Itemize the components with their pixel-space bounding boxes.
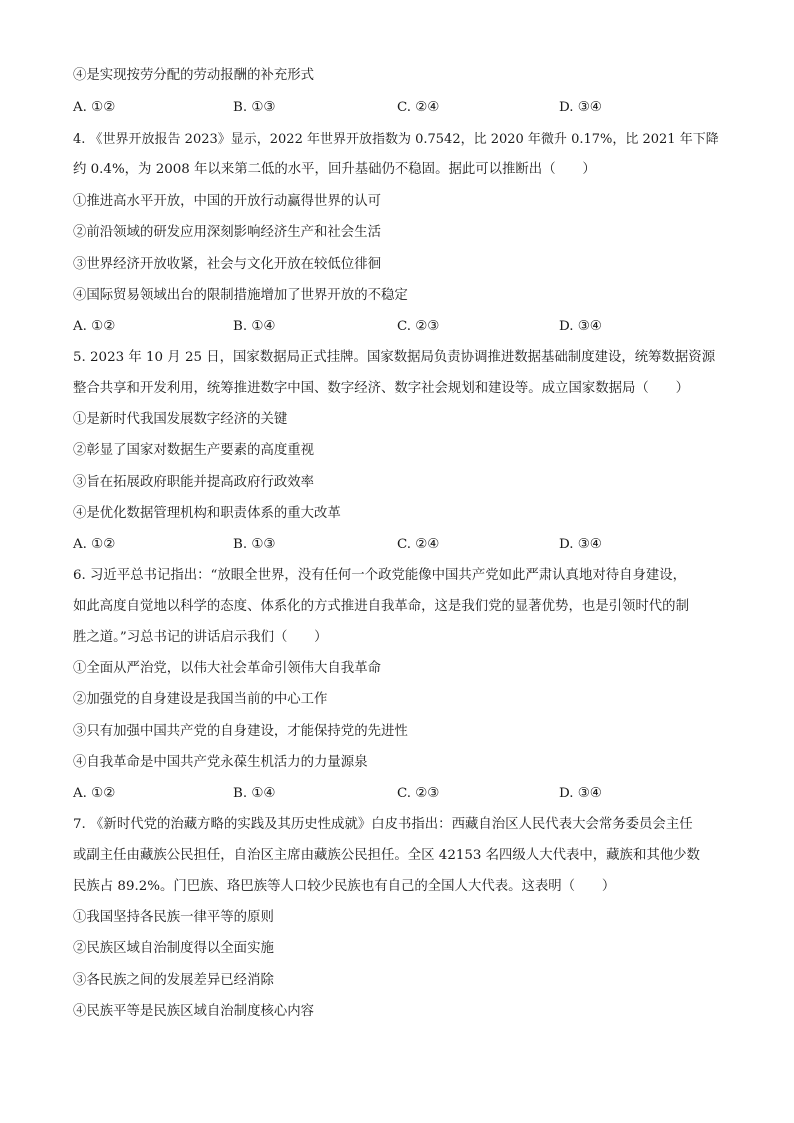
q5-option-1: ①是新时代我国发展数字经济的关键 bbox=[73, 412, 288, 427]
q6-choice-a: A. ①② bbox=[73, 786, 116, 801]
q3-choices bbox=[73, 98, 723, 118]
q4-option-3: ③世界经济开放收紧，社会与文化开放在较低位徘徊 bbox=[73, 257, 381, 272]
q7-stem-line-3: 民族占 89.2%。门巴族、珞巴族等人口较少民族也有自己的全国人大代表。这表明（ ） bbox=[73, 879, 616, 894]
q6-stem-line-3: 胜之道。”习总书记的讲话启示我们（ ） bbox=[73, 630, 328, 645]
q7-option-2: ②民族区域自治制度得以全面实施 bbox=[73, 941, 274, 956]
q6-choice-b: B. ①④ bbox=[233, 786, 276, 801]
q4-choice-b: B. ①④ bbox=[233, 319, 276, 334]
q5-option-3: ③旨在拓展政府职能并提高政府行政效率 bbox=[73, 475, 315, 490]
q3-choice-d: D. ③④ bbox=[559, 100, 602, 115]
q4-choice-c: C. ②③ bbox=[397, 319, 440, 334]
q6-stem-line-2: 如此高度自觉地以科学的态度、体系化的方式推进自我革命，这是我们党的显著优势，也是引领时代的制 bbox=[73, 599, 689, 614]
q5-stem-line-1: 5. 2023 年 10 月 25 日，国家数据局正式挂牌。国家数据局负责协调推进数据基础制度建设，统筹数据资源 bbox=[73, 350, 716, 365]
q5-choice-d: D. ③④ bbox=[559, 537, 602, 552]
q3-choice-c: C. ②④ bbox=[397, 100, 440, 115]
q4-choice-d: D. ③④ bbox=[559, 319, 602, 334]
q7-option-4: ④民族平等是民族区域自治制度核心内容 bbox=[73, 1004, 315, 1019]
q6-option-3: ③只有加强中国共产党的自身建设，才能保持党的先进性 bbox=[73, 724, 408, 739]
q7-option-1: ①我国坚持各民族一律平等的原则 bbox=[73, 910, 274, 925]
q6-stem-line-1: 6. 习近平总书记指出：“放眼全世界，没有任何一个政党能像中国共产党如此严肃认真地对待自身建设， bbox=[73, 568, 687, 583]
q5-option-4: ④是优化数据管理机构和职责体系的重大改革 bbox=[73, 506, 341, 521]
q5-choice-b: B. ①③ bbox=[233, 537, 276, 552]
q3-choice-a: A. ①② bbox=[73, 100, 116, 115]
q6-option-4: ④自我革命是中国共产党永葆生机活力的力量源泉 bbox=[73, 755, 368, 770]
q7-option-3: ③各民族之间的发展差异已经消除 bbox=[73, 973, 274, 988]
q4-option-2: ②前沿领域的研发应用深刻影响经济生产和社会生活 bbox=[73, 225, 381, 240]
q6-choices bbox=[73, 784, 723, 804]
q4-option-1: ①推进高水平开放，中国的开放行动赢得世界的认可 bbox=[73, 194, 381, 209]
q6-option-1: ①全面从严治党，以伟大社会革命引领伟大自我革命 bbox=[73, 661, 381, 676]
q6-choice-d: D. ③④ bbox=[559, 786, 602, 801]
q5-option-2: ②彰显了国家对数据生产要素的高度重视 bbox=[73, 443, 315, 458]
q6-option-2: ②加强党的自身建设是我国当前的中心工作 bbox=[73, 692, 328, 707]
q4-choice-a: A. ①② bbox=[73, 319, 116, 334]
q4-choices bbox=[73, 317, 723, 337]
q4-stem-line-2: 约 0.4%，为 2008 年以来第二低的水平，回升基础仍不稳固。据此可以推断出（ ） bbox=[73, 162, 596, 177]
q3-choice-b: B. ①③ bbox=[233, 100, 276, 115]
q6-choice-c: C. ②③ bbox=[397, 786, 440, 801]
q3-option-4: ④是实现按劳分配的劳动报酬的补充形式 bbox=[73, 68, 315, 83]
q4-option-4: ④国际贸易领域出台的限制措施增加了世界开放的不稳定 bbox=[73, 288, 408, 303]
q5-stem-line-2: 整合共享和开发利用，统筹推进数字中国、数字经济、数字社会规划和建设等。成立国家数据局（ ） bbox=[73, 381, 689, 396]
q4-stem-line-1: 4. 《世界开放报告 2023》显示，2022 年世界开放指数为 0.7542，比 2020 年微升 0.17%，比 2021 年下降 bbox=[73, 132, 719, 147]
q5-choice-c: C. ②④ bbox=[397, 537, 440, 552]
q7-stem-line-2: 或副主任由藏族公民担任，自治区主席由藏族公民担任。全区 42153 名四级人大代表中，藏族和其他少数 bbox=[73, 848, 700, 863]
q7-stem-line-1: 7. 《新时代党的治藏方略的实践及其历史性成就》白皮书指出：西藏自治区人民代表大会常务委员会主任 bbox=[73, 817, 693, 832]
q5-choice-a: A. ①② bbox=[73, 537, 116, 552]
q5-choices bbox=[73, 535, 723, 555]
